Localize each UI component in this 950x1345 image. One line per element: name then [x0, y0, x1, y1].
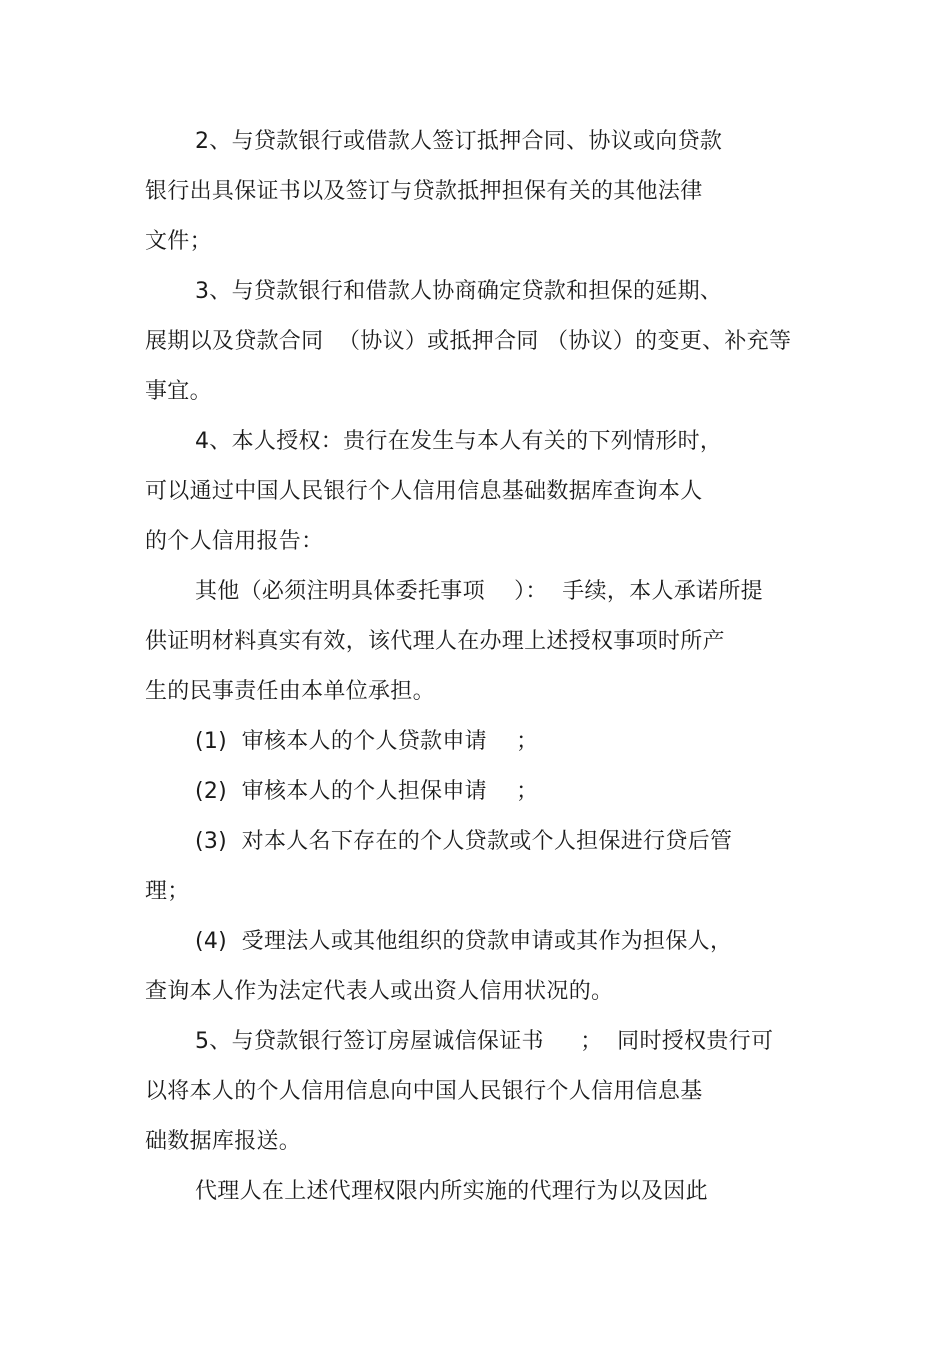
- text-line: 可以通过中国人民银行个人信用信息基础数据库查询本人: [145, 479, 703, 504]
- text-line: 查询本人作为法定代表人或出资人信用状况的。: [145, 979, 614, 1004]
- text-line: 展期以及贷款合同 （协议）或抵押合同 （协议）的变更、补充等: [145, 329, 792, 354]
- text-line: 2、与贷款银行或借款人签订抵押合同、协议或向贷款: [195, 129, 723, 154]
- text-line: 代理人在上述代理权限内所实施的代理行为以及因此: [195, 1179, 708, 1204]
- text-line: 3、与贷款银行和借款人协商确定贷款和担保的延期、: [195, 279, 723, 304]
- text-line: (4) 受理法人或其他组织的贷款申请或其作为担保人，: [195, 929, 733, 954]
- text-line: 的个人信用报告：: [145, 529, 324, 554]
- text-line: 文件；: [145, 229, 212, 254]
- text-line: 其他（必须注明具体委托事项 ）： 手续，本人承诺所提: [195, 579, 763, 604]
- text-line: 5、与贷款银行签订房屋诚信保证书 ； 同时授权贵行可: [195, 1029, 774, 1054]
- text-line: 生的民事责任由本单位承担。: [145, 679, 435, 704]
- text-line: (3) 对本人名下存在的个人贷款或个人担保进行贷后管: [195, 829, 733, 854]
- text-line: 供证明材料真实有效，该代理人在办理上述授权事项时所产: [145, 629, 725, 654]
- text-line: 以将本人的个人信用信息向中国人民银行个人信用信息基: [145, 1079, 703, 1104]
- text-line: 理；: [145, 879, 190, 904]
- text-line: 银行出具保证书以及签订与贷款抵押担保有关的其他法律: [145, 179, 703, 204]
- text-line: 事宜。: [145, 379, 212, 404]
- text-line: 4、本人授权：贵行在发生与本人有关的下列情形时，: [195, 429, 723, 454]
- text-line: (1) 审核本人的个人贷款申请 ；: [195, 729, 539, 754]
- text-line: 础数据库报送。: [145, 1129, 302, 1154]
- text-line: (2) 审核本人的个人担保申请 ；: [195, 779, 539, 804]
